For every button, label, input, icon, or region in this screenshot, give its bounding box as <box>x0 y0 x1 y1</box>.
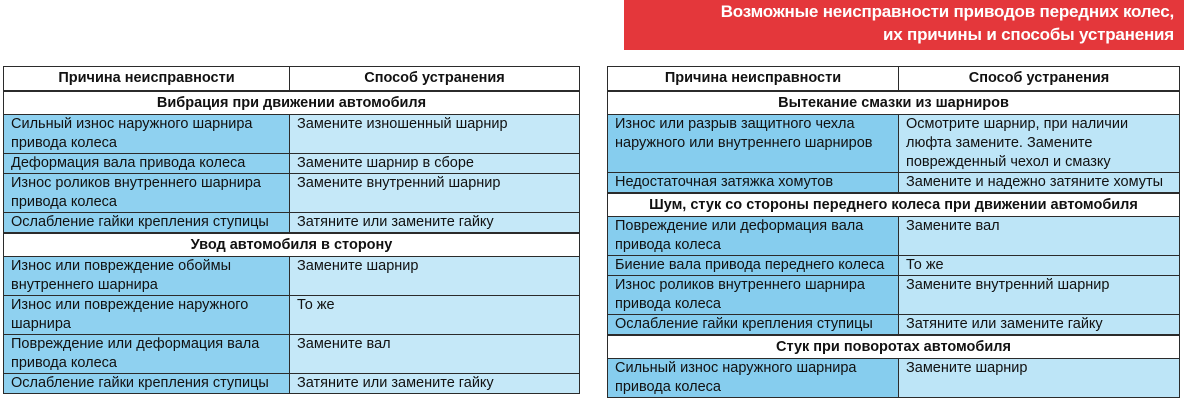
remedy-cell: Затяните или замените гайку <box>899 315 1180 336</box>
cause-cell: Износ роликов внутреннего шарнира привода колеса <box>4 174 290 213</box>
table-row <box>608 359 1180 398</box>
table-row <box>4 257 580 296</box>
section-title: Шум, стук со стороны переднего колеса при движении автомобиля <box>608 193 1180 217</box>
remedy-cell: Замените вал <box>290 335 580 374</box>
right-fault-table <box>607 66 1180 398</box>
section-title: Стук при поворотах автомобиля <box>608 335 1180 359</box>
remedy-cell: Замените изношенный шарнир <box>290 115 580 154</box>
remedy-cell: Замените шарнир в сборе <box>290 154 580 174</box>
remedy-cell: Затяните или замените гайку <box>290 213 580 234</box>
cause-cell: Биение вала привода переднего колеса <box>608 256 899 276</box>
section-title: Вытекание смазки из шарниров <box>608 91 1180 115</box>
table-row <box>4 154 580 174</box>
header-remedy: Способ устранения <box>899 67 1180 92</box>
table-row <box>4 296 580 335</box>
remedy-cell: Затяните или замените гайку <box>290 374 580 394</box>
cause-cell: Износ роликов внутреннего шарнира привода колеса <box>608 276 899 315</box>
cause-cell: Ослабление гайки крепления ступицы <box>4 374 290 394</box>
cause-cell: Ослабление гайки крепления ступицы <box>608 315 899 336</box>
section-title: Вибрация при движении автомобиля <box>4 91 580 115</box>
cause-cell: Повреждение или деформация вала привода колеса <box>4 335 290 374</box>
table-row <box>4 174 580 213</box>
remedy-cell: Замените вал <box>899 217 1180 256</box>
remedy-cell: Замените шарнир <box>899 359 1180 398</box>
cause-cell: Сильный износ наружного шарнира привода колеса <box>4 115 290 154</box>
remedy-cell: Замените шарнир <box>290 257 580 296</box>
table-row <box>4 213 580 234</box>
table-row <box>4 335 580 374</box>
remedy-cell: Замените внутренний шарнир <box>290 174 580 213</box>
header-cause: Причина неисправности <box>4 67 290 92</box>
table-row <box>608 256 1180 276</box>
table-row <box>608 276 1180 315</box>
table-row <box>608 173 1180 194</box>
cause-cell: Износ или разрыв защитного чехла наружного или внутреннего шарниров <box>608 115 899 173</box>
cause-cell: Сильный износ наружного шарнира привода колеса <box>608 359 899 398</box>
table-row <box>608 217 1180 256</box>
remedy-cell: То же <box>899 256 1180 276</box>
table-row <box>608 315 1180 336</box>
header-cause: Причина неисправности <box>608 67 899 92</box>
cause-cell: Недостаточная затяжка хомутов <box>608 173 899 194</box>
remedy-cell: Замените и надежно затяните хомуты <box>899 173 1180 194</box>
banner-title-line-2: их причины и способы устранения <box>882 25 1174 44</box>
cause-cell: Ослабление гайки крепления ступицы <box>4 213 290 234</box>
remedy-cell: Осмотрите шарнир, при наличии люфта замените. Замените поврежденный чехол и смазку <box>899 115 1180 173</box>
table-row <box>4 374 580 394</box>
left-fault-table <box>3 66 580 394</box>
remedy-cell: Замените внутренний шарнир <box>899 276 1180 315</box>
table-row <box>608 115 1180 173</box>
cause-cell: Повреждение или деформация вала привода колеса <box>608 217 899 256</box>
table-row <box>4 115 580 154</box>
header-remedy: Способ устранения <box>290 67 580 92</box>
cause-cell: Износ или повреждение наружного шарнира <box>4 296 290 335</box>
banner-title-line-1: Возможные неисправности приводов передних колес, <box>720 2 1174 21</box>
section-title: Увод автомобиля в сторону <box>4 233 580 257</box>
cause-cell: Износ или повреждение обоймы внутреннего шарнира <box>4 257 290 296</box>
cause-cell: Деформация вала привода колеса <box>4 154 290 174</box>
remedy-cell: То же <box>290 296 580 335</box>
title-banner <box>624 0 1184 50</box>
